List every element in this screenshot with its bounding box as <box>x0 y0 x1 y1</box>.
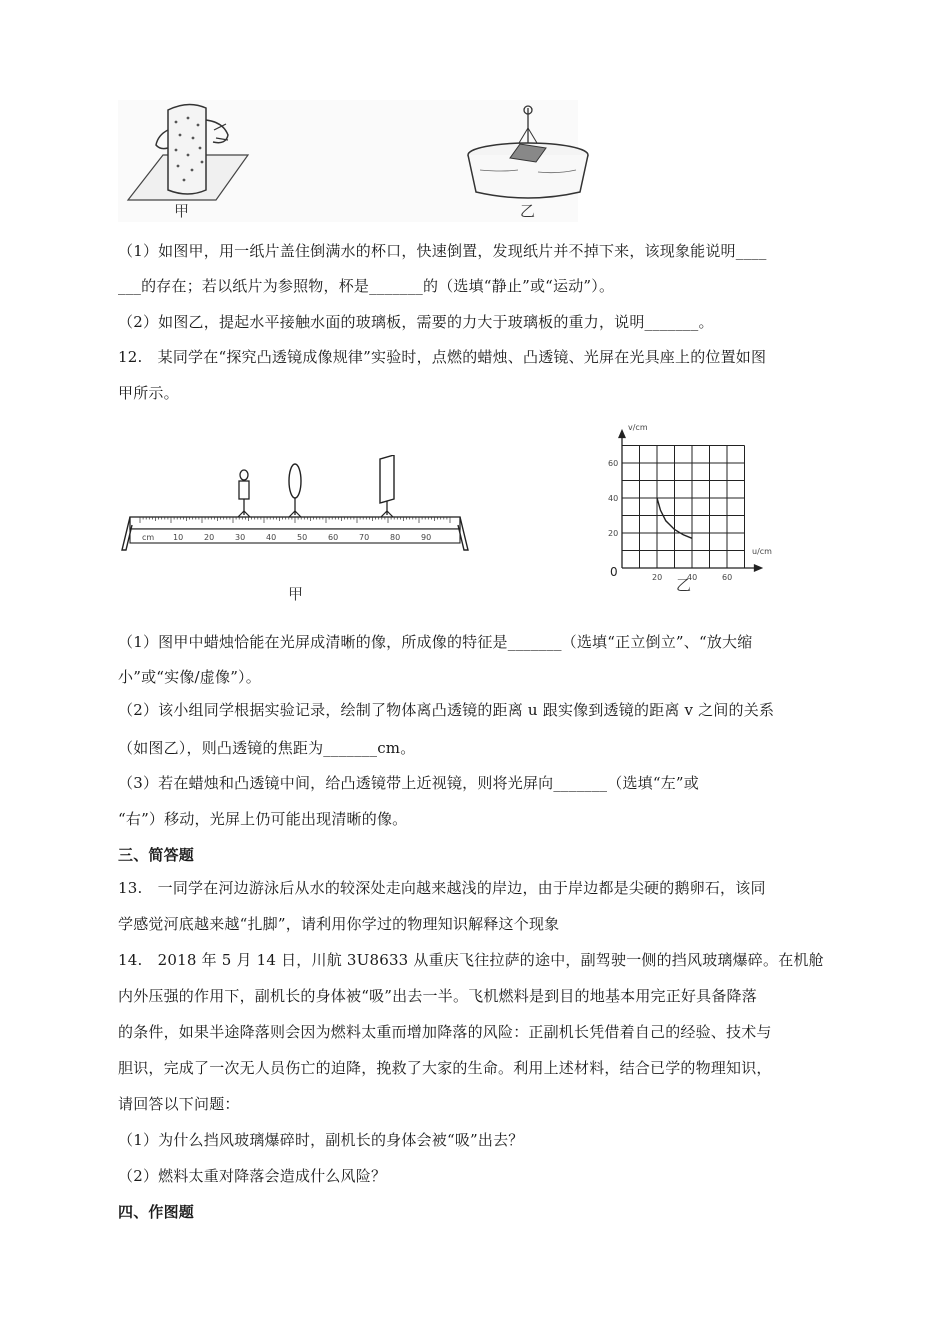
q12-stem-line2: 甲所示。 <box>118 384 179 402</box>
q11-part1-line1: （1）如图甲，用一纸片盖住倒满水的杯口，快速倒置，发现纸片并不掉下来，该现象能说明____ <box>118 242 767 260</box>
ruler-label: 90 <box>421 533 432 542</box>
y-tick-label: 60 <box>608 459 619 468</box>
y-tick-label: 20 <box>608 529 619 538</box>
light-screen-icon <box>380 455 394 515</box>
q12-part3-line1: （3）若在蜡烛和凸透镜中间，给凸透镜带上近视镜，则将光屏向_______（选填“左”或 <box>118 774 699 792</box>
ruler-label: 80 <box>390 533 401 542</box>
q12-part3-line2: “右”）移动，光屏上仍可能出现清晰的像。 <box>118 810 408 828</box>
q12-stem-line1: 12. 某同学在“探究凸透镜成像规律”实验时，点燃的蜡烛、凸透镜、光屏在光具座上的位置如图 <box>118 348 767 366</box>
y-axis-arrow <box>619 431 625 438</box>
ruler-label: 30 <box>235 533 246 542</box>
q12-part1-line2: 小”或“实像/虚像”）。 <box>118 668 261 686</box>
x-tick-label: 60 <box>722 573 733 582</box>
optical-bench-figure <box>118 455 478 603</box>
section-3-title: 三、简答题 <box>118 846 195 864</box>
q12-part2-line2: （如图乙），则凸透镜的焦距为_______cm。 <box>118 739 416 757</box>
q11-part2: （2）如图乙，提起水平接触水面的玻璃板，需要的力大于玻璃板的重力，说明_______。 <box>118 313 714 331</box>
x-tick-label: 20 <box>652 573 663 582</box>
q14-line5: 请回答以下问题： <box>118 1095 240 1113</box>
q14-line3: 的条件，如果半途降落则会因为燃料太重而增加降落的风险：正副机长凭借着自己的经验、技术与 <box>118 1023 772 1041</box>
q12-part2-line1: （2）该小组同学根据实验记录，绘制了物体离凸透镜的距离 u 跟实像到透镜的距离 v 之间的关系 <box>118 701 775 719</box>
ruler-label: 40 <box>266 533 277 542</box>
ruler-label: 60 <box>328 533 339 542</box>
x-tick-label: 40 <box>687 573 698 582</box>
candle-icon <box>239 470 249 515</box>
uv-graph-figure <box>600 418 780 593</box>
q11-part1-line2: ___的存在；若以纸片为参照物，杯是_______的（选填“静止”或“运动”）。 <box>118 277 615 295</box>
q12-part1-line1: （1）图甲中蜡烛恰能在光屏成清晰的像，所成像的特征是_______（选填“正立倒立”、“放大缩 <box>118 633 753 651</box>
q14-line1: 14. 2018 年 5 月 14 日，川航 3U8633 从重庆飞往拉萨的途中，副驾驶一侧的挡风玻璃爆碎。在机舱 <box>118 951 824 969</box>
q14-part1: （1）为什么挡风玻璃爆碎时，副机长的身体会被“吸”出去？ <box>118 1131 524 1149</box>
figure-cup-and-plate <box>118 100 838 224</box>
ruler-label: 20 <box>204 533 215 542</box>
convex-lens-icon <box>289 464 301 515</box>
ruler-label: cm <box>142 533 155 542</box>
y-tick-label: 40 <box>608 494 619 503</box>
q14-part2: （2）燃料太重对降落会造成什么风险？ <box>118 1167 387 1185</box>
q13-line2: 学感觉河底越来越“扎脚”，请利用你学过的物理知识解释这个现象 <box>118 915 560 933</box>
q13-line1: 13. 一同学在河边游泳后从水的较深处走向越来越浅的岸边，由于岸边都是尖硬的鹅卵石，该同 <box>118 879 766 897</box>
origin-label: 0 <box>610 565 618 579</box>
y-axis-label: v/cm <box>628 423 648 432</box>
graph-figure-caption: 乙 <box>676 576 692 594</box>
x-axis-arrow <box>755 565 762 571</box>
figure-caption-yi: 乙 <box>520 202 536 220</box>
q14-line2: 内外压强的作用下，副机长的身体被“吸”出去一半。飞机燃料是到目的地基本用完正好具备降落 <box>118 987 757 1005</box>
ruler-label: 10 <box>173 533 184 542</box>
q14-line4: 胆识，完成了一次无人员伤亡的迫降，挽救了大家的生命。利用上述材料，结合已学的物理知识， <box>118 1059 772 1077</box>
section-4-title: 四、作图题 <box>118 1203 195 1221</box>
bench-figure-caption: 甲 <box>288 585 304 603</box>
ruler-label: 50 <box>297 533 308 542</box>
x-axis-label: u/cm <box>752 547 772 556</box>
figure-caption-jia: 甲 <box>174 202 190 220</box>
ruler-label: 70 <box>359 533 370 542</box>
